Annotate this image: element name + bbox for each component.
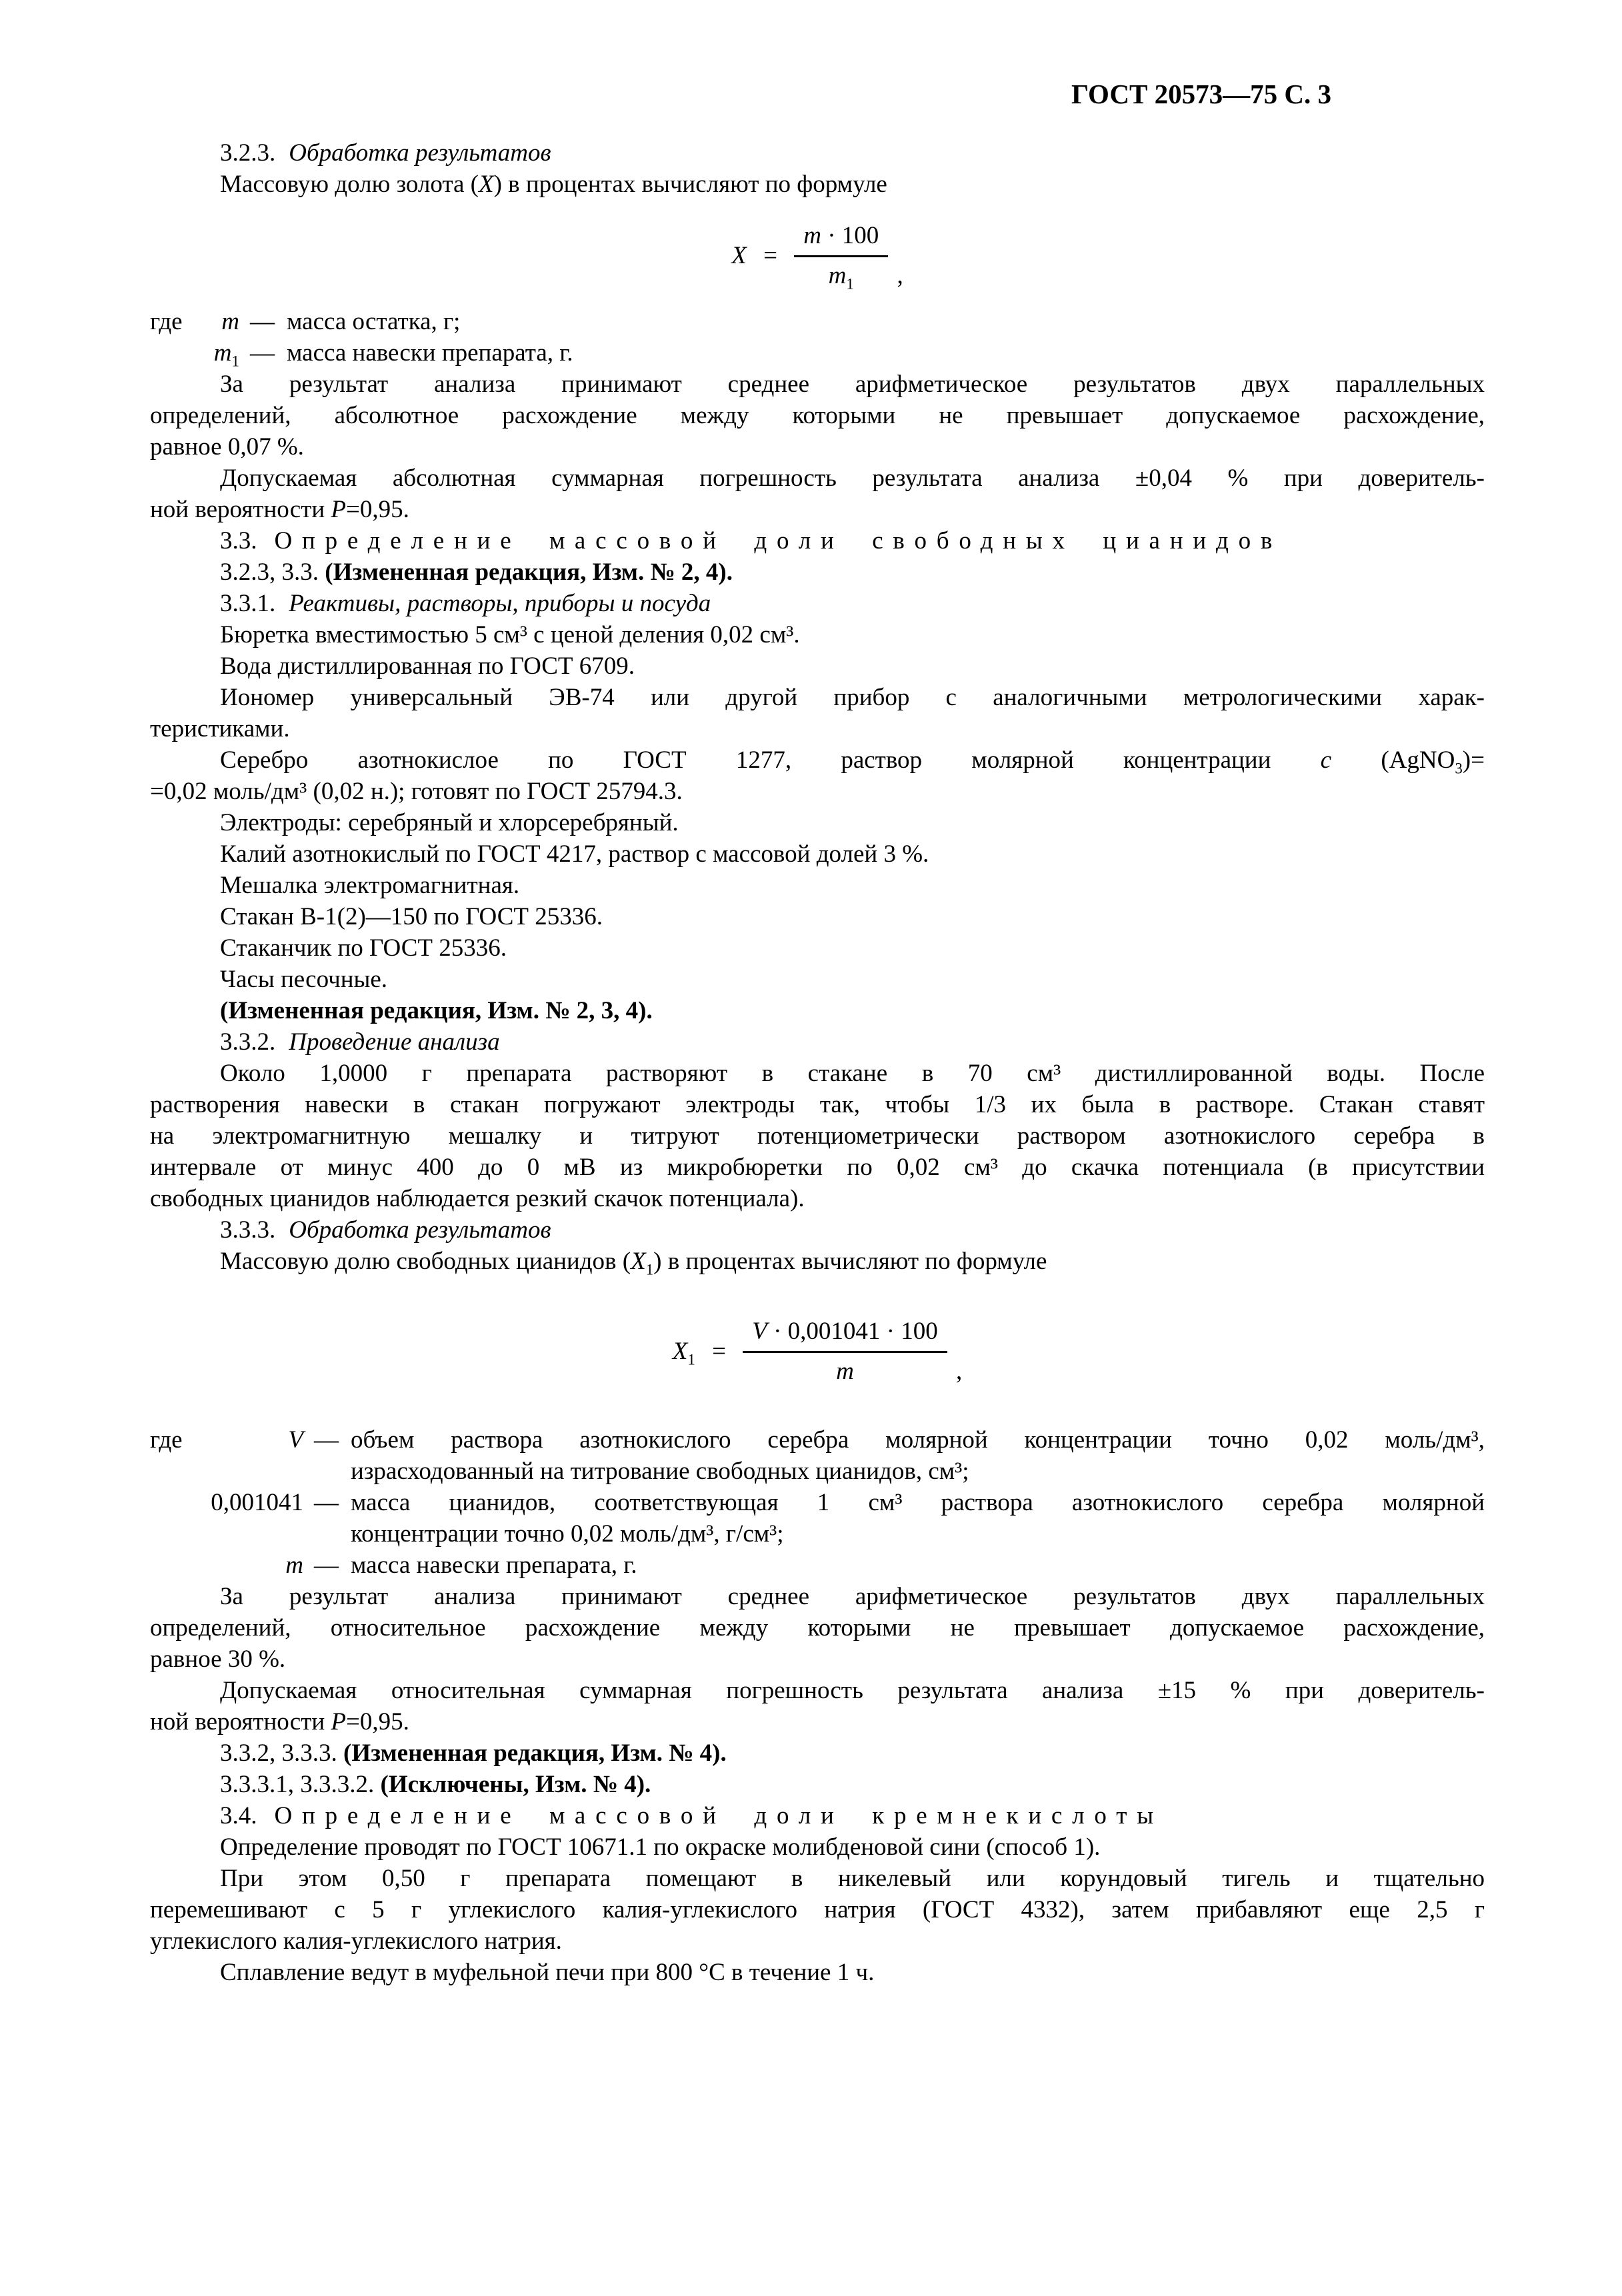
paragraph-gold-formula-intro: Массовую долю золота (X) в процентах вычисляют по формуле xyxy=(220,171,887,198)
paragraph-amendment-note: (Измененная редакция, Изм. № 2, 3, 4). xyxy=(220,997,653,1024)
symbol-x: X xyxy=(478,171,494,198)
paragraph-small-beaker: Стаканчик по ГОСТ 25336. xyxy=(220,934,507,962)
paragraph-analysis-procedure: Около 1,0000 г препарата растворяют в стакане в 70 см³ дистиллированной воды. После растворения навески в стакан погружают электроды так, чтобы 1/3 их была в растворе. Стакан ставят на электромагнитную мешалку и титруют потенциометрически раствором азотнокислого серебра в интервале от минус 400 до 0 мВ из микробюретки по 0,02 см³ до скачка потенциала (в присутствии свободных цианидов наблюдается резкий скачок потенциала). xyxy=(150,1060,1485,1212)
dash: — xyxy=(314,1489,339,1516)
term-description: масса остатка, г; xyxy=(287,308,461,335)
paragraph-crucible-preparation: При этом 0,50 г препарата помещают в никелевый или корундовый тигель и тщательно перемешивают с 5 г углекислого калия-углекислого натрия (ГОСТ 4332), затем прибавляют еще 2,5 г углекислого калия-углекислого натрия. xyxy=(150,1865,1485,1955)
section-number: 3.3.3. xyxy=(220,1216,276,1244)
paragraph-electrodes: Электроды: серебряный и хлорсеребряный. xyxy=(220,809,679,836)
dash: — xyxy=(314,1426,339,1454)
definition-row xyxy=(150,1550,1485,1581)
section-title: Определение массовой доли кремнекислоты xyxy=(274,1802,1163,1829)
page-header-gost-number: ГОСТ 20573—75 С. 3 xyxy=(1071,79,1331,109)
section-title: Обработка результатов xyxy=(289,1216,551,1244)
paragraph-water: Вода дистиллированная по ГОСТ 6709. xyxy=(220,652,635,680)
paragraph-relative-error: Допускаемая относительная суммарная погрешность результата анализа ±15 % при доверитель- ной вероятности P=0,95. xyxy=(150,1677,1485,1735)
term-0001041: 0,001041 xyxy=(211,1489,303,1516)
gde-label: где xyxy=(150,1426,183,1454)
term-v: V xyxy=(288,1426,303,1454)
definition-row xyxy=(150,306,1485,337)
section-heading-3-3-1 xyxy=(150,588,1485,619)
subscript-3: 3 xyxy=(1455,760,1463,777)
gde-label: где xyxy=(150,308,183,335)
formula-lhs: $X_1$ xyxy=(672,1338,695,1368)
definition-block-gold xyxy=(150,306,1485,369)
section-number: 3.2.3. xyxy=(220,139,276,167)
definition-row xyxy=(150,1424,1485,1487)
term-description: масса цианидов, соответствующая 1 см³ раствора азотнокислого серебра молярной концентрации точно 0,02 моль/дм³, г/см³; xyxy=(351,1489,1485,1548)
fraction-denominator: m xyxy=(836,1358,854,1385)
paragraph-excluded-sections: 3.3.3.1, 3.3.3.2. (Исключены, Изм. № 4). xyxy=(220,1771,651,1798)
fraction xyxy=(743,1316,947,1387)
paragraph-hourglass: Часы песочные. xyxy=(220,966,388,993)
paragraph-potassium-nitrate: Калий азотнокислый по ГОСТ 4217, раствор с массовой долей 3 %. xyxy=(220,840,929,868)
definition-block-cyanide xyxy=(150,1424,1485,1581)
paragraph-beaker: Стакан В-1(2)—150 по ГОСТ 25336. xyxy=(220,903,603,930)
document-content xyxy=(150,137,1485,1988)
dash: — xyxy=(250,308,275,335)
section-title: Определение массовой доли свободных цианидов xyxy=(274,527,1283,555)
section-heading-3-3-3 xyxy=(150,1214,1485,1246)
term-description: объем раствора азотнокислого серебра молярной концентрации точно 0,02 моль/дм³, израсходованный на титрование свободных цианидов, см³; xyxy=(351,1426,1485,1485)
paragraph-amendment-3-3-2: 3.3.2, 3.3.3. (Измененная редакция, Изм. № 4). xyxy=(220,1739,727,1767)
symbol-x1: X xyxy=(631,1248,646,1275)
paragraph-stirrer: Мешалка электромагнитная. xyxy=(220,872,520,899)
term-m: m xyxy=(285,1552,303,1579)
section-heading-3-4 xyxy=(150,1800,1485,1831)
amendment-note: (Измененная редакция, Изм. № 2, 4). xyxy=(325,559,733,586)
section-number: 3.3.1. xyxy=(220,590,276,617)
dash: — xyxy=(250,339,275,367)
definition-row xyxy=(150,1487,1485,1550)
equals-sign: = xyxy=(763,242,777,269)
definition-row xyxy=(150,337,1485,369)
fraction-numerator: m · 100 xyxy=(794,220,888,257)
dash: — xyxy=(314,1552,339,1579)
section-number: 3.3.2. xyxy=(220,1028,276,1056)
paragraph-silicic-acid-method: Определение проводят по ГОСТ 10671.1 по окраске молибденовой сини (способ 1). xyxy=(220,1833,1101,1861)
term-description: масса навески препарата, г. xyxy=(287,339,573,367)
paragraph-result-average-gold: За результат анализа принимают среднее арифметическое результатов двух параллельных определений, абсолютное расхождение между которыми не превышает допускаемое расхождение, равное 0,07 %. xyxy=(150,371,1485,461)
paragraph-silver-nitrate: Серебро азотнокислое по ГОСТ 1277, раствор молярной концентрации с (AgNO$_3$)= =0,02 моль/дм³ (0,02 н.); готовят по ГОСТ 25794.3. xyxy=(150,746,1485,805)
formula-comma: , xyxy=(955,1358,963,1385)
formula-cyanide-mass-fraction xyxy=(150,1316,1485,1387)
section-title: Обработка результатов xyxy=(289,139,551,167)
section-heading-3-2-3 xyxy=(150,137,1485,169)
section-heading-3-3 xyxy=(150,525,1485,557)
paragraph-result-average-cyanide: За результат анализа принимают среднее арифметическое результатов двух параллельных определений, относительное расхождение между которыми не превышает допускаемое расхождение, равное 30 %. xyxy=(150,1583,1485,1673)
exclusion-note: (Исключены, Изм. № 4). xyxy=(380,1771,651,1798)
paragraph-amendment-3-2-3: 3.2.3, 3.3. (Измененная редакция, Изм. № 2, 4). xyxy=(220,559,733,586)
paragraph-absolute-error: Допускаемая абсолютная суммарная погрешность результата анализа ±0,04 % при доверитель- ной вероятности P=0,95. xyxy=(150,465,1485,523)
section-title: Реактивы, растворы, приборы и посуда xyxy=(289,590,711,617)
term-m1: $m_1$ xyxy=(213,339,239,370)
symbol-p: P xyxy=(331,496,346,523)
section-number: 3.3. xyxy=(220,527,257,555)
formula-gold-mass-fraction xyxy=(150,220,1485,291)
fraction-denominator: $m_1$ xyxy=(828,262,854,293)
fraction-numerator: V · 0,001041 · 100 xyxy=(743,1316,947,1353)
equals-sign: = xyxy=(712,1338,726,1365)
paragraph-fusion-furnace: Сплавление ведут в муфельной печи при 800 °С в течение 1 ч. xyxy=(220,1959,875,1986)
formula-comma: , xyxy=(897,262,903,289)
term-m: m xyxy=(221,308,239,335)
symbol-p: P xyxy=(331,1708,346,1735)
section-title: Проведение анализа xyxy=(289,1028,500,1056)
paragraph-ionometer: Иономер универсальный ЭВ-74 или другой прибор с аналогичными метрологическими харак- теристиками. xyxy=(150,684,1485,742)
fraction xyxy=(794,220,888,291)
section-number: 3.4. xyxy=(220,1802,257,1829)
paragraph-burette: Бюретка вместимостью 5 см³ с ценой деления 0,02 см³. xyxy=(220,621,800,648)
paragraph-cyanide-formula-intro: Массовую долю свободных цианидов $(X_1)$ в процентах вычисляют по формуле xyxy=(220,1248,1047,1278)
section-heading-3-3-2 xyxy=(150,1026,1485,1058)
term-description: масса навески препарата, г. xyxy=(351,1552,637,1579)
amendment-note: (Измененная редакция, Изм. № 4). xyxy=(343,1739,727,1767)
formula-lhs: X xyxy=(731,242,747,269)
symbol-c: с xyxy=(1320,746,1332,774)
